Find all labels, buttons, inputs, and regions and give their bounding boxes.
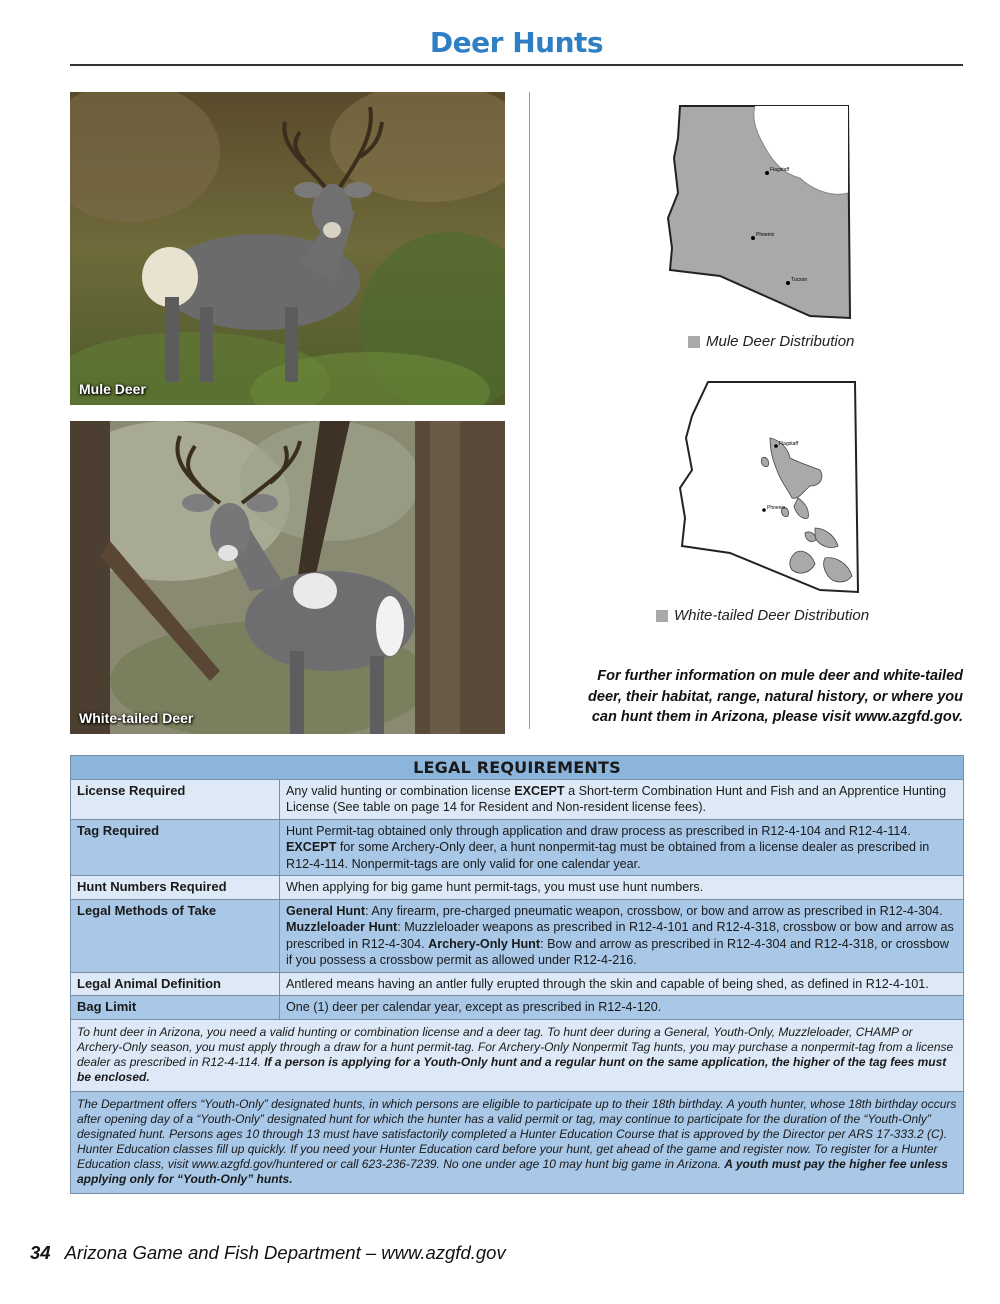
white-tailed-deer-distribution-map (670, 378, 865, 598)
table-row (71, 819, 964, 876)
row-label: License Required (71, 779, 280, 819)
table-note-row (71, 1019, 964, 1091)
map-city-label: Tucson (791, 277, 808, 283)
row-label: Tag Required (71, 819, 280, 876)
map-city-label: Flagstaff (779, 441, 799, 447)
row-value: Antlered means having an antler fully erupted through the skin and capable of being shed, as defined in R12-4-101. (280, 972, 964, 996)
map-city-label: Phoenix (767, 505, 786, 511)
table-row (71, 876, 964, 900)
row-label: Legal Methods of Take (71, 899, 280, 972)
table-header-row (71, 756, 964, 780)
title-rule (70, 64, 963, 66)
table-note-row (71, 1091, 964, 1193)
further-info-text (560, 666, 963, 728)
page-number: 34 (30, 1242, 51, 1263)
legal-requirements-heading: LEGAL REQUIREMENTS (71, 756, 964, 780)
row-label: Hunt Numbers Required (71, 876, 280, 900)
further-info-line: deer, their habitat, range, natural history, or where you (588, 688, 963, 705)
legend-label: Mule Deer Distribution (706, 333, 855, 350)
row-value: Hunt Permit-tag obtained only through application and draw process as prescribed in R12-4-104 and R12-4-114. EXCEPT for some Archery-Only deer, a hunt nonpermit-tag must be obtained from a license dealer as prescribed in R12-4-114. Nonpermit-tags are only valid for one calendar year. (280, 819, 964, 876)
footer-text: Arizona Game and Fish Department – www.azgfd.gov (64, 1242, 506, 1263)
row-value: General Hunt: Any firearm, pre-charged pneumatic weapon, crossbow, or bow and arrow as prescribed in R12-4-304. Muzzleloader Hunt: Muzzleloader weapons as prescribed in R12-4-101 and R12-4-318, crossbow or bow and arrow as prescribed in R12-4-304. Archery-Only Hunt: Bow and arrow as prescribed in R12-4-304 and R12-4-318, or crossbow if you possess a crossbow permit as allowed under R12-4-216. (280, 899, 964, 972)
legend-label: White-tailed Deer Distribution (674, 607, 870, 624)
row-label: Legal Animal Definition (71, 972, 280, 996)
further-info-line: For further information on mule deer and white-tailed (597, 668, 963, 684)
table-row (71, 779, 964, 819)
mule-deer-caption: Mule Deer (79, 381, 146, 397)
row-value: When applying for big game hunt permit-tags, you must use hunt numbers. (280, 876, 964, 900)
table-row (71, 972, 964, 996)
column-divider (529, 92, 530, 729)
further-info-line: can hunt them in Arizona, please visit www.azgfd.gov. (591, 709, 963, 725)
white-tailed-deer-caption: White-tailed Deer (79, 710, 194, 726)
note-text: To hunt deer in Arizona, you need a valid hunting or combination license and a deer tag. To hunt deer during a General, Youth-Only, Muzzleloader, CHAMP or Archery-Only season, you must apply through a draw for a hunt permit-tag. For Archery-Only Nonpermit Tag hunts, you may purchase a nonpermit-tag from a license dealer as prescribed in R12-4-114. If a person is applying for a Youth-Only hunt and a regular hunt on the same application, the higher of the tag fees must be enclosed. (71, 1019, 964, 1091)
white-tailed-deer-photo (70, 421, 505, 734)
page-footer (30, 1242, 506, 1264)
legal-requirements-table (70, 755, 964, 1194)
row-value: One (1) deer per calendar year, except as prescribed in R12-4-120. (280, 996, 964, 1020)
note-text: The Department offers “Youth-Only” designated hunts, in which persons are eligible to participate up to their 18th birthday. A youth hunter, whose 18th birthday occurs after opening day of a “Youth-Only” designated hunt for which the hunter has a valid permit or tag, may continue to participate for the duration of the “Youth-Only” designated hunt. Persons ages 10 through 13 must have satisfactorily completed a Hunter Education Course that is approved by the Director per ARS 17-333.2 (C). Hunter Education classes fill up quickly. If you need your Hunter Education card before your hunt, get ahead of the game and register now. To register for a Hunter Education class, visit www.azgfd.gov/huntered or call 623-236-7239. No one under age 10 may hunt big game in Arizona. A youth must pay the higher fee unless applying only for “Youth-Only” hunts. (71, 1091, 964, 1193)
legend-swatch (688, 336, 700, 348)
map-city-label: Flagstaff (770, 167, 790, 173)
page-title: Deer Hunts (429, 26, 604, 59)
mule-deer-legend (688, 333, 854, 350)
row-value: Any valid hunting or combination license EXCEPT a Short-term Combination Hunt and Fish and an Apprentice Hunting License (See table on page 14 for Resident and Non-resident license fees). (280, 779, 964, 819)
map-city-label: Phoenix (756, 232, 775, 238)
legend-swatch (656, 610, 668, 622)
row-label: Bag Limit (71, 996, 280, 1020)
white-tailed-deer-legend (656, 607, 869, 624)
mule-deer-photo (70, 92, 505, 405)
table-row (71, 996, 964, 1020)
mule-deer-distribution-map (660, 98, 855, 322)
table-row (71, 899, 964, 972)
